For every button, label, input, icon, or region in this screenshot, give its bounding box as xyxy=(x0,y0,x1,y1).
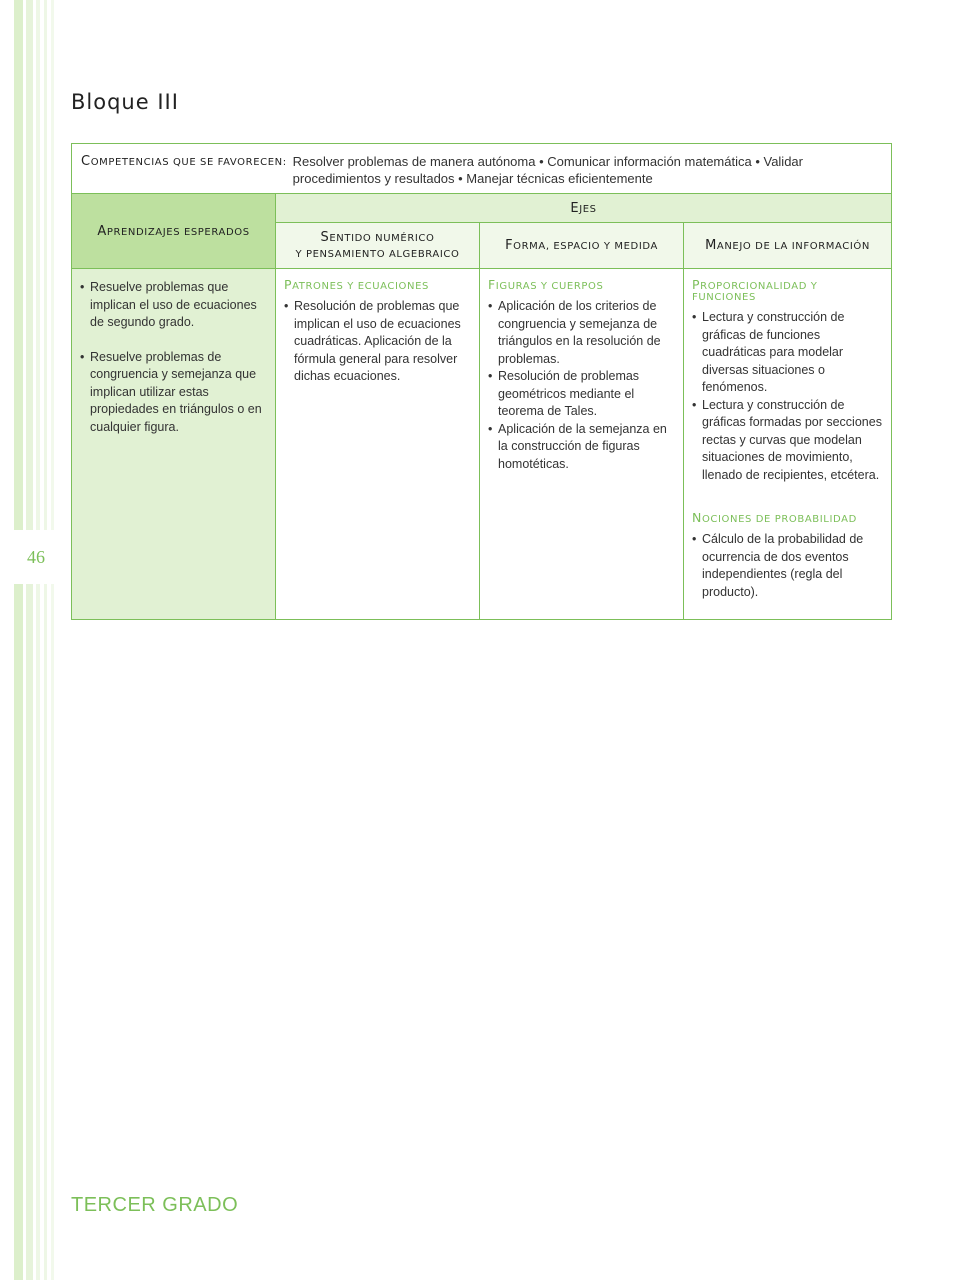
margin-stripe xyxy=(36,0,40,1280)
list-item: • Aplicación de los criterios de congruencia y semejanza de triángulos en la resolución de problemas. xyxy=(488,298,675,368)
margin-stripe xyxy=(26,0,33,1280)
theme-figuras-cuerpos: FIGURAS Y CUERPOS xyxy=(488,277,604,292)
grade-footer: TERCER GRADO xyxy=(71,1194,239,1216)
header-forma-espacio: FORMA, ESPACIO Y MEDIDA xyxy=(480,223,684,269)
header-aprendizajes: APRENDIZAJES ESPERADOS xyxy=(72,194,276,269)
header-sentido-numerico: SENTIDO NUMÉRICO Y PENSAMIENTO ALGEBRAICO xyxy=(276,223,480,269)
competencias-text: Resolver problemas de manera autónoma • Comunicar información matemática • Validar procedimientos y resultados • Manejar técnicas eficientemente xyxy=(292,154,803,186)
margin-stripe xyxy=(14,0,23,1280)
sentido-cell xyxy=(276,269,480,620)
theme-nociones-probabilidad: NOCIONES DE PROBABILIDAD xyxy=(692,510,857,525)
aprendizajes-cell xyxy=(72,269,276,620)
theme-proporcionalidad-funciones: PROPORCIONALIDAD Y FUNCIONES xyxy=(692,277,818,303)
content-row xyxy=(72,269,892,620)
page-title: Bloque III xyxy=(71,90,179,114)
forma-cell xyxy=(480,269,684,620)
competencias-cell xyxy=(72,144,892,194)
list-item: • Resuelve problemas de congruencia y semejanza que implican utilizar estas propiedades en triángulos o en cualquier figura. xyxy=(80,349,265,437)
margin-stripe xyxy=(44,0,47,1280)
list-item: • Lectura y construcción de gráficas de funciones cuadráticas para modelar diversas situaciones o fenómenos. xyxy=(692,309,883,397)
competencias-label: COMPETENCIAS QUE SE FAVORECEN: xyxy=(81,154,287,169)
header-ejes: EJES xyxy=(276,194,892,223)
header-row xyxy=(72,194,892,223)
list-item: • Resolución de problemas geométricos mediante el teorema de Tales. xyxy=(488,368,675,421)
list-item: • Resolución de problemas que implican el uso de ecuaciones cuadráticas. Aplicación de la fórmula general para resolver dichas ecuaciones. xyxy=(284,298,471,386)
list-item: • Lectura y construcción de gráficas formadas por secciones rectas y curvas que modelan situaciones de movimiento, llenado de recipientes, etcétera. xyxy=(692,397,883,485)
page-number: 46 xyxy=(14,530,58,584)
margin-stripe xyxy=(51,0,54,1280)
list-item: • Resuelve problemas que implican el uso de ecuaciones de segundo grado. xyxy=(80,279,265,332)
header-manejo-informacion: MANEJO DE LA INFORMACIÓN xyxy=(684,223,892,269)
curriculum-table xyxy=(71,143,892,620)
competencias-row xyxy=(72,144,892,194)
list-item: • Aplicación de la semejanza en la construcción de figuras homotéticas. xyxy=(488,421,675,474)
theme-patrones-ecuaciones: PATRONES Y ECUACIONES xyxy=(284,277,429,292)
manejo-cell xyxy=(684,269,892,620)
list-item: • Cálculo de la probabilidad de ocurrencia de dos eventos independientes (regla del producto). xyxy=(692,531,883,601)
